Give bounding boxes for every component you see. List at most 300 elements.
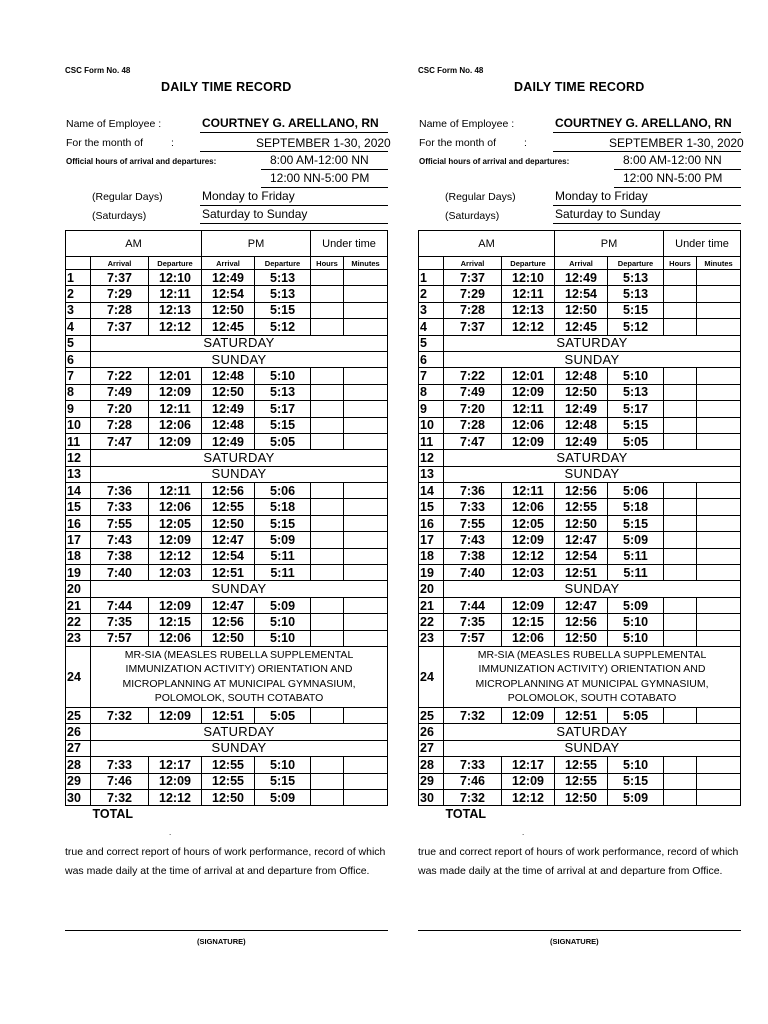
hours-cell (664, 270, 697, 286)
pm-arrival-cell: 12:49 (555, 270, 608, 286)
time-record-table (65, 230, 388, 822)
minutes-cell (344, 433, 388, 449)
hours-cell (311, 773, 344, 789)
minutes-cell (344, 302, 388, 318)
am-arrival-cell: 7:33 (444, 499, 502, 515)
pm-departure-cell: 5:05 (255, 707, 311, 723)
pm-arrival-cell: 12:48 (202, 417, 255, 433)
hours-cell (664, 707, 697, 723)
am-departure-cell: 12:01 (502, 368, 555, 384)
hours-cell (664, 302, 697, 318)
pm-departure-cell: 5:10 (255, 630, 311, 646)
am-arrival-cell: 7:37 (444, 270, 502, 286)
am-departure-cell: 12:01 (149, 368, 202, 384)
pm-departure-cell: 5:05 (608, 433, 664, 449)
pm-departure-cell: 5:18 (255, 499, 311, 515)
table-row (419, 773, 741, 789)
form-number: CSC Form No. 48 (65, 66, 131, 75)
non-working-day-cell: SATURDAY (91, 335, 388, 351)
pm-departure-cell: 5:09 (608, 532, 664, 548)
pm-departure-cell: 5:13 (255, 384, 311, 400)
minutes-cell (697, 789, 741, 805)
pm-departure-cell: 5:12 (255, 319, 311, 335)
table-row (419, 384, 741, 400)
minutes-cell (697, 270, 741, 286)
am-arrival-cell: 7:55 (444, 515, 502, 531)
day-cell: 3 (66, 302, 91, 318)
hours-cell (311, 302, 344, 318)
am-departure-cell: 12:05 (502, 515, 555, 531)
day-cell: 16 (419, 515, 444, 531)
am-departure-header: Departure (502, 257, 555, 270)
official-hours-pm: 12:00 NN-5:00 PM (623, 171, 723, 185)
minutes-cell (697, 597, 741, 613)
am-departure-cell: 12:11 (502, 286, 555, 302)
day-cell: 1 (66, 270, 91, 286)
day-cell: 2 (419, 286, 444, 302)
signature-label: (SIGNATURE) (550, 937, 599, 946)
hours-cell (664, 773, 697, 789)
signature-label: (SIGNATURE) (197, 937, 246, 946)
table-row (66, 757, 388, 773)
am-arrival-cell: 7:44 (444, 597, 502, 613)
pm-departure-cell: 5:09 (608, 789, 664, 805)
pm-departure-header: Departure (608, 257, 664, 270)
day-cell: 4 (419, 319, 444, 335)
pm-departure-header: Departure (255, 257, 311, 270)
pm-arrival-cell: 12:49 (202, 401, 255, 417)
day-cell: 18 (419, 548, 444, 564)
activity-note-cell: MR-SIA (MEASLES RUBELLA SUPPLEMENTAL IMMUNIZATION ACTIVITY) ORIENTATION AND MICROPLANNING AT MUNICIPAL GYMNASIUM, POLOMOLOK, SOUTH COTABATO (444, 646, 741, 707)
non-working-day-cell: SUNDAY (91, 466, 388, 482)
month-value: SEPTEMBER 1-30, 2020 (256, 136, 391, 150)
am-arrival-header: Arrival (444, 257, 502, 270)
day-cell: 21 (419, 597, 444, 613)
am-departure-cell: 12:09 (149, 773, 202, 789)
table-row (419, 302, 741, 318)
hours-cell (664, 515, 697, 531)
pm-arrival-cell: 12:50 (202, 515, 255, 531)
pm-departure-cell: 5:10 (608, 614, 664, 630)
day-cell: 6 (66, 351, 91, 367)
minutes-header: Minutes (697, 257, 741, 270)
day-cell: 1 (419, 270, 444, 286)
hours-cell (664, 614, 697, 630)
minutes-cell (344, 630, 388, 646)
hours-cell (664, 401, 697, 417)
am-arrival-cell: 7:32 (91, 707, 149, 723)
non-working-day-cell: SUNDAY (444, 740, 741, 756)
am-departure-cell: 12:12 (502, 789, 555, 805)
hours-cell (664, 597, 697, 613)
total-label: TOTAL (419, 806, 555, 822)
minutes-cell (344, 565, 388, 581)
day-cell: 21 (66, 597, 91, 613)
table-row (419, 548, 741, 564)
month-value: SEPTEMBER 1-30, 2020 (609, 136, 744, 150)
am-arrival-cell: 7:49 (444, 384, 502, 400)
pm-departure-cell: 5:10 (255, 368, 311, 384)
table-row (66, 740, 388, 756)
am-arrival-cell: 7:38 (444, 548, 502, 564)
day-cell: 8 (419, 384, 444, 400)
dtr-copy-left (65, 0, 395, 1024)
month-colon: : (524, 137, 527, 149)
minutes-cell (344, 789, 388, 805)
pm-arrival-cell: 12:49 (555, 401, 608, 417)
pm-departure-cell: 5:15 (255, 773, 311, 789)
day-cell: 11 (419, 433, 444, 449)
table-row (66, 548, 388, 564)
am-arrival-cell: 7:38 (91, 548, 149, 564)
saturdays-label: (Saturdays) (92, 210, 147, 222)
day-cell: 23 (419, 630, 444, 646)
regular-days-underline (553, 205, 741, 206)
pm-departure-cell: 5:05 (255, 433, 311, 449)
table-row (66, 789, 388, 805)
pm-header: PM (202, 231, 311, 257)
day-cell: 9 (419, 401, 444, 417)
hours-cell (311, 483, 344, 499)
table-row (66, 515, 388, 531)
am-departure-cell: 12:11 (149, 286, 202, 302)
day-cell: 2 (66, 286, 91, 302)
table-row (66, 724, 388, 740)
minutes-cell (344, 483, 388, 499)
am-departure-cell: 12:09 (502, 433, 555, 449)
am-arrival-cell: 7:47 (91, 433, 149, 449)
hours-cell (311, 384, 344, 400)
minutes-cell (697, 515, 741, 531)
hours-cell (664, 417, 697, 433)
table-row (419, 740, 741, 756)
pm-arrival-header: Arrival (202, 257, 255, 270)
day-cell: 20 (66, 581, 91, 597)
pm-arrival-cell: 12:51 (555, 565, 608, 581)
am-arrival-cell: 7:28 (91, 302, 149, 318)
pm-departure-cell: 5:15 (608, 515, 664, 531)
hours-cell (664, 548, 697, 564)
pm-arrival-cell: 12:56 (555, 614, 608, 630)
total-label: TOTAL (66, 806, 202, 822)
hours-cell (311, 532, 344, 548)
day-header (419, 257, 444, 270)
am-arrival-cell: 7:33 (91, 757, 149, 773)
pm-departure-cell: 5:11 (608, 565, 664, 581)
undertime-header: Under time (664, 231, 741, 257)
day-cell: 17 (419, 532, 444, 548)
official-hours-label: Official hours of arrival and departures: (419, 157, 570, 166)
pm-arrival-cell: 12:49 (202, 433, 255, 449)
am-departure-cell: 12:09 (502, 384, 555, 400)
am-arrival-cell: 7:33 (444, 757, 502, 773)
table-row (66, 483, 388, 499)
pm-departure-cell: 5:10 (255, 614, 311, 630)
day-cell: 12 (419, 450, 444, 466)
day-cell: 24 (66, 646, 91, 707)
month-label: For the month of (66, 137, 144, 149)
pm-arrival-cell: 12:50 (555, 515, 608, 531)
pm-arrival-cell: 12:47 (555, 532, 608, 548)
am-departure-cell: 12:09 (149, 384, 202, 400)
table-row (419, 789, 741, 805)
pm-departure-cell: 5:10 (255, 757, 311, 773)
official-hours-pm-underline (261, 187, 388, 188)
table-row (66, 565, 388, 581)
table-row (419, 335, 741, 351)
am-arrival-cell: 7:32 (444, 789, 502, 805)
pm-arrival-cell: 12:56 (555, 483, 608, 499)
hours-cell (664, 630, 697, 646)
pm-arrival-cell: 12:45 (555, 319, 608, 335)
day-cell: 28 (419, 757, 444, 773)
day-cell: 14 (419, 483, 444, 499)
am-departure-cell: 12:11 (149, 483, 202, 499)
am-departure-cell: 12:05 (149, 515, 202, 531)
certification-text: true and correct report of hours of work performance, record of which was made daily at the time of arrival at and departure from Office. (418, 846, 739, 877)
total-value (555, 806, 741, 822)
pm-arrival-cell: 12:49 (555, 433, 608, 449)
table-row (66, 351, 388, 367)
am-arrival-cell: 7:49 (91, 384, 149, 400)
am-departure-cell: 12:06 (149, 499, 202, 515)
hours-cell (311, 757, 344, 773)
pm-arrival-cell: 12:49 (202, 270, 255, 286)
day-cell: 4 (66, 319, 91, 335)
minutes-cell (697, 483, 741, 499)
am-arrival-cell: 7:40 (444, 565, 502, 581)
am-departure-cell: 12:06 (149, 630, 202, 646)
minutes-cell (697, 630, 741, 646)
pm-departure-cell: 5:09 (255, 532, 311, 548)
table-row (419, 286, 741, 302)
table-row (419, 499, 741, 515)
undertime-header: Under time (311, 231, 388, 257)
non-working-day-cell: SATURDAY (444, 450, 741, 466)
pm-arrival-cell: 12:50 (202, 302, 255, 318)
table-row (419, 707, 741, 723)
official-hours-pm: 12:00 NN-5:00 PM (270, 171, 370, 185)
signature-line (65, 930, 388, 931)
saturdays-value: Saturday to Sunday (202, 207, 308, 221)
non-working-day-cell: SUNDAY (444, 351, 741, 367)
am-arrival-cell: 7:36 (91, 483, 149, 499)
total-row (419, 806, 741, 822)
non-working-day-cell: SATURDAY (91, 450, 388, 466)
day-cell: 7 (419, 368, 444, 384)
hours-cell (664, 483, 697, 499)
hours-cell (311, 417, 344, 433)
pm-departure-cell: 5:10 (608, 368, 664, 384)
hours-cell (311, 548, 344, 564)
regular-days-label: (Regular Days) (92, 191, 163, 203)
hours-cell (311, 789, 344, 805)
am-header: AM (419, 231, 555, 257)
day-cell: 29 (419, 773, 444, 789)
am-arrival-cell: 7:55 (91, 515, 149, 531)
hours-cell (664, 565, 697, 581)
official-hours-label: Official hours of arrival and departures: (66, 157, 217, 166)
pm-departure-cell: 5:09 (255, 597, 311, 613)
pm-arrival-cell: 12:47 (555, 597, 608, 613)
regular-days-value: Monday to Friday (555, 189, 648, 203)
day-cell: 11 (66, 433, 91, 449)
signature-line (418, 930, 741, 931)
am-arrival-cell: 7:22 (444, 368, 502, 384)
minutes-cell (344, 614, 388, 630)
am-arrival-cell: 7:35 (91, 614, 149, 630)
day-header (66, 257, 91, 270)
table-row (66, 433, 388, 449)
day-cell: 19 (419, 565, 444, 581)
form-title: DAILY TIME RECORD (514, 80, 645, 94)
day-cell: 28 (66, 757, 91, 773)
am-departure-cell: 12:12 (149, 789, 202, 805)
am-arrival-cell: 7:32 (91, 789, 149, 805)
am-departure-cell: 12:15 (502, 614, 555, 630)
day-cell: 16 (66, 515, 91, 531)
minutes-cell (697, 417, 741, 433)
minutes-cell (697, 707, 741, 723)
saturdays-label: (Saturdays) (445, 210, 500, 222)
hours-header: Hours (311, 257, 344, 270)
employee-label: Name of Employee : (66, 118, 162, 130)
am-arrival-cell: 7:33 (91, 499, 149, 515)
am-arrival-cell: 7:29 (444, 286, 502, 302)
table-row (419, 724, 741, 740)
day-cell: 18 (66, 548, 91, 564)
table-row (419, 597, 741, 613)
am-departure-cell: 12:09 (502, 532, 555, 548)
hours-cell (311, 499, 344, 515)
minutes-cell (697, 757, 741, 773)
minutes-cell (344, 707, 388, 723)
hours-cell (311, 433, 344, 449)
pm-departure-cell: 5:09 (255, 789, 311, 805)
pm-arrival-cell: 12:55 (555, 773, 608, 789)
hours-cell (311, 597, 344, 613)
non-working-day-cell: SUNDAY (91, 581, 388, 597)
day-cell: 26 (66, 724, 91, 740)
hours-cell (311, 565, 344, 581)
employee-name: COURTNEY G. ARELLANO, RN (202, 116, 379, 130)
am-arrival-cell: 7:46 (444, 773, 502, 789)
minutes-cell (697, 433, 741, 449)
table-row (419, 515, 741, 531)
minutes-cell (697, 384, 741, 400)
pm-arrival-cell: 12:50 (555, 302, 608, 318)
day-cell: 5 (66, 335, 91, 351)
table-row (419, 270, 741, 286)
minutes-cell (697, 548, 741, 564)
minutes-cell (344, 286, 388, 302)
minutes-cell (344, 773, 388, 789)
hours-cell (664, 499, 697, 515)
am-departure-cell: 12:12 (502, 319, 555, 335)
hours-cell (311, 319, 344, 335)
table-row (419, 630, 741, 646)
am-departure-cell: 12:12 (502, 548, 555, 564)
am-arrival-cell: 7:29 (91, 286, 149, 302)
pm-arrival-cell: 12:48 (555, 368, 608, 384)
hours-cell (311, 515, 344, 531)
day-cell: 25 (419, 707, 444, 723)
table-row (419, 532, 741, 548)
day-cell: 20 (419, 581, 444, 597)
table-row (419, 450, 741, 466)
regular-days-label: (Regular Days) (445, 191, 516, 203)
minutes-cell (344, 515, 388, 531)
pm-arrival-cell: 12:48 (202, 368, 255, 384)
day-cell: 3 (419, 302, 444, 318)
saturdays-underline (553, 223, 741, 224)
table-row (66, 773, 388, 789)
hours-cell (311, 707, 344, 723)
non-working-day-cell: SATURDAY (91, 724, 388, 740)
pm-arrival-cell: 12:55 (202, 757, 255, 773)
pm-departure-cell: 5:10 (608, 757, 664, 773)
day-cell: 13 (66, 466, 91, 482)
am-departure-cell: 12:12 (149, 319, 202, 335)
pm-departure-cell: 5:17 (255, 401, 311, 417)
pm-departure-cell: 5:12 (608, 319, 664, 335)
pm-arrival-cell: 12:55 (555, 499, 608, 515)
minutes-cell (697, 532, 741, 548)
am-arrival-cell: 7:22 (91, 368, 149, 384)
non-working-day-cell: SUNDAY (444, 581, 741, 597)
non-working-day-cell: SATURDAY (444, 335, 741, 351)
day-cell: 13 (419, 466, 444, 482)
saturdays-underline (200, 223, 388, 224)
pm-header: PM (555, 231, 664, 257)
table-row (419, 581, 741, 597)
am-arrival-cell: 7:37 (91, 270, 149, 286)
table-row (66, 581, 388, 597)
day-cell: 7 (66, 368, 91, 384)
am-departure-cell: 12:09 (502, 707, 555, 723)
minutes-cell (344, 368, 388, 384)
table-row (419, 368, 741, 384)
day-cell: 27 (419, 740, 444, 756)
employee-underline (553, 132, 741, 133)
pm-arrival-cell: 12:55 (202, 499, 255, 515)
am-arrival-cell: 7:47 (444, 433, 502, 449)
pm-departure-cell: 5:13 (255, 286, 311, 302)
table-row (66, 319, 388, 335)
pm-departure-cell: 5:15 (608, 417, 664, 433)
non-working-day-cell: SUNDAY (91, 351, 388, 367)
pm-departure-cell: 5:11 (255, 565, 311, 581)
minutes-cell (344, 401, 388, 417)
pm-departure-cell: 5:15 (255, 417, 311, 433)
table-row (419, 351, 741, 367)
day-cell: 26 (419, 724, 444, 740)
minutes-cell (344, 597, 388, 613)
pm-arrival-cell: 12:50 (555, 789, 608, 805)
am-arrival-cell: 7:20 (444, 401, 502, 417)
hours-cell (664, 532, 697, 548)
minutes-cell (344, 319, 388, 335)
hours-cell (664, 384, 697, 400)
certification-text: true and correct report of hours of work performance, record of which was made daily at the time of arrival at and departure from Office. (65, 846, 386, 877)
employee-label: Name of Employee : (419, 118, 515, 130)
minutes-cell (697, 565, 741, 581)
day-cell: 25 (66, 707, 91, 723)
minutes-cell (697, 499, 741, 515)
minutes-cell (344, 417, 388, 433)
am-departure-cell: 12:17 (149, 757, 202, 773)
table-row (66, 466, 388, 482)
